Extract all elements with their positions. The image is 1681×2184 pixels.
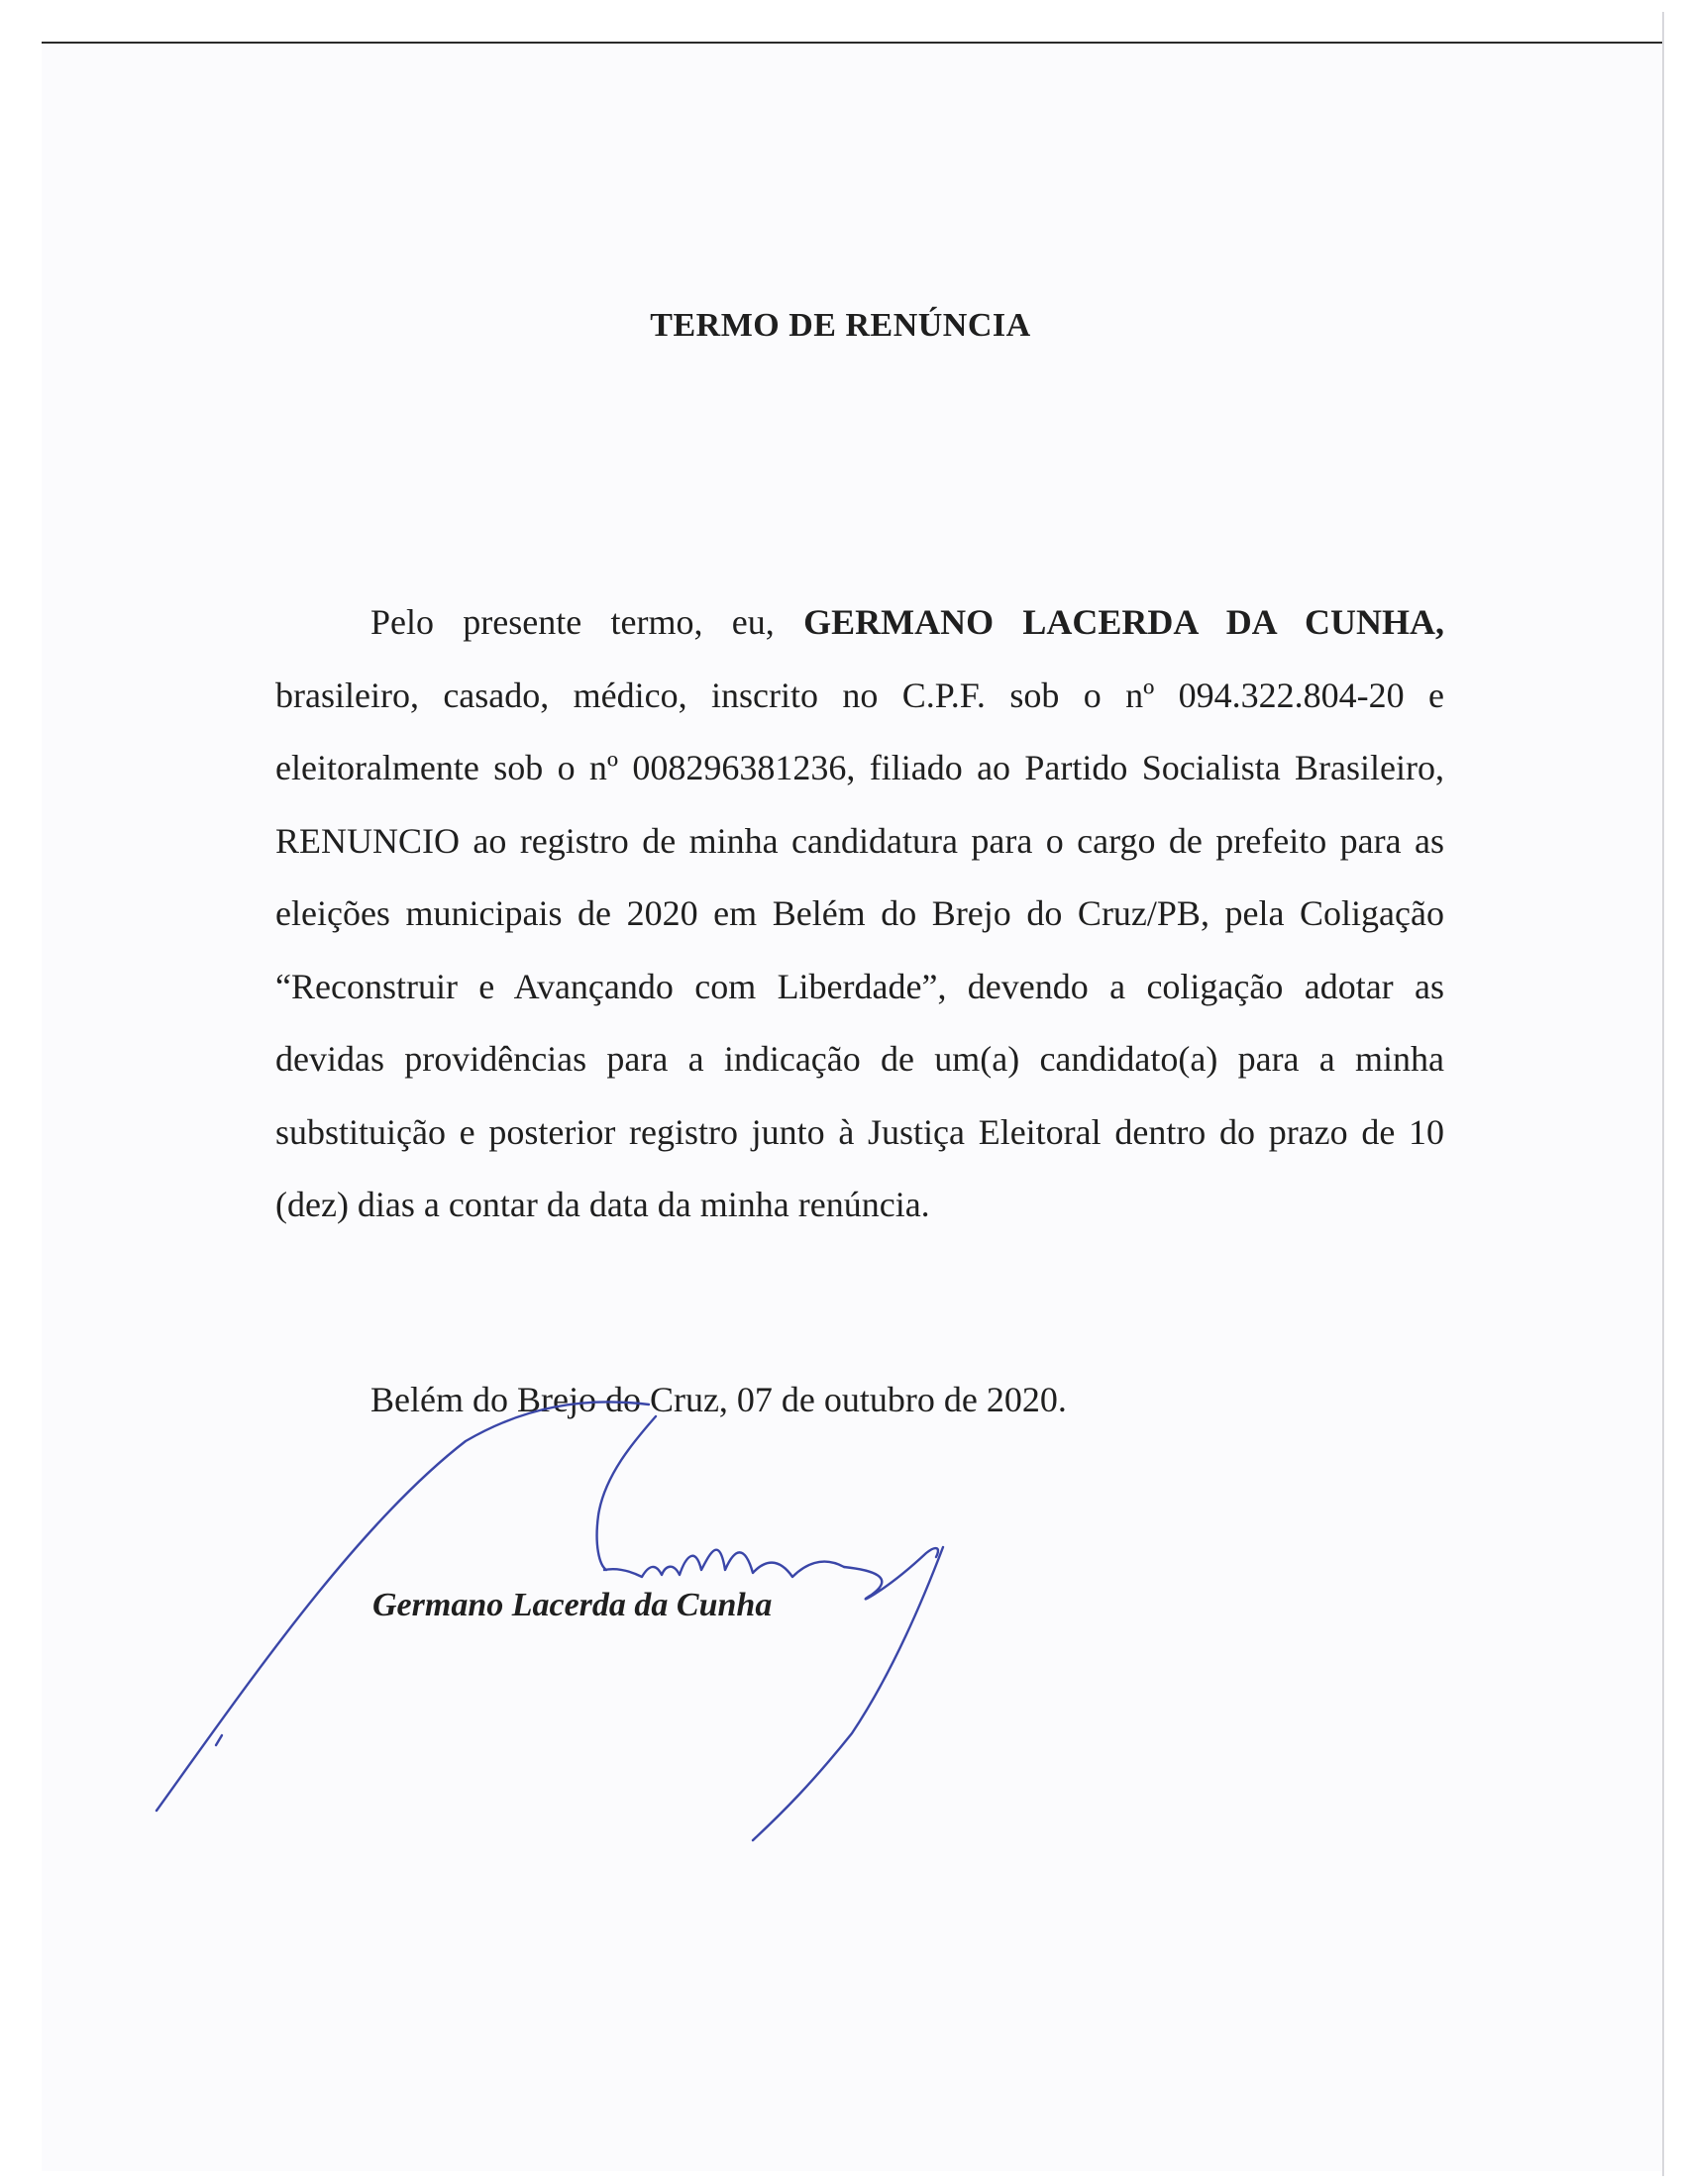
body-intro: Pelo presente termo, eu, (370, 602, 804, 642)
document-title: TERMO DE RENÚNCIA (650, 307, 1031, 344)
body-text: brasileiro, casado, médico, inscrito no C.P.F. sob o nº 094.322.804-20 e eleitoralmente sob o nº 008296381236, filiado ao Partido Socialista Brasileiro, RENUNCIO ao registro de minha candidatura para o cargo de prefeito para as eleições municipais de 2020 em Belém do Brejo do Cruz/PB, pela Coligação “Reconstruir e Avançando com Liberdade”, devendo a coligação adotar as devidas providências para a indicação de um(a) candidato(a) para a minha substituição e posterior registro junto à Justiça Eleitoral dentro do prazo de 10 (dez) dias a contar da data da minha renúncia. (275, 675, 1444, 1224)
document-body (275, 586, 1444, 1242)
place-date: Belém do Brejo do Cruz, 07 de outubro de 2020. (370, 1380, 1067, 1419)
declarant-name: GERMANO LACERDA DA CUNHA, (803, 602, 1444, 642)
signer-name: Germano Lacerda da Cunha (372, 1587, 773, 1623)
